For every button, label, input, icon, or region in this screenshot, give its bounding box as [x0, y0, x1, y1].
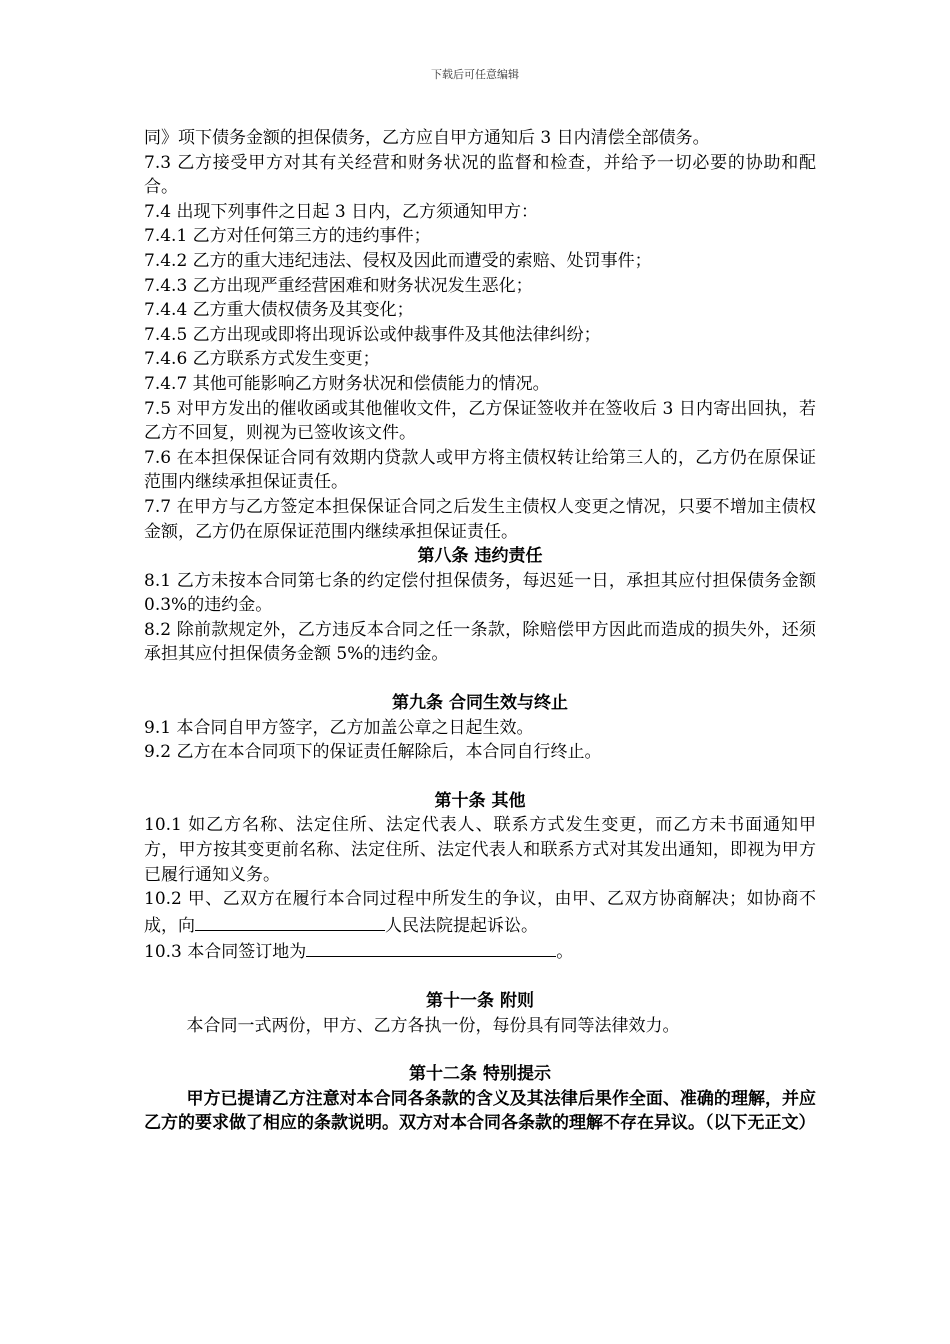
- paragraph-10-2-text: 10.2 甲、乙双方在履行本合同过程中所发生的争议，由甲、乙双方协商解决；如协商不成，向: [144, 889, 816, 936]
- paragraph-10-1: 10.1 如乙方名称、法定住所、法定代表人、联系方式发生变更，而乙方未书面通知甲方，甲方按其变更前名称、法定住所、法定代表人和联系方式对其发出通知，即视为甲方已履行通知义务。: [144, 815, 816, 885]
- signing-place-blank[interactable]: [306, 938, 556, 957]
- article-9-heading: 第九条 合同生效与终止: [392, 693, 568, 714]
- article-8-heading: 第八条 违约责任: [417, 546, 543, 567]
- paragraph-7-4-5: 7.4.5 乙方出现或即将出现诉讼或仲裁事件及其他法律纠纷；: [144, 324, 601, 345]
- page-header: 下载后可任意编辑: [431, 68, 519, 81]
- paragraph-8-1: 8.1 乙方未按本合同第七条的约定偿付担保债务，每迟延一日，承担其应付担保债务金额 0.3%的违约金。: [144, 570, 816, 616]
- paragraph-7-7: 7.7 在甲方与乙方签定本担保保证合同之后发生主债权人变更之情况，只要不增加主债权金额，乙方仍在原保证范围内继续承担保证责任。: [144, 496, 816, 542]
- paragraph-7-4-3: 7.4.3 乙方出现严重经营困难和财务状况发生恶化；: [144, 275, 533, 296]
- paragraph-7-4-1: 7.4.1 乙方对任何第三方的违约事件；: [144, 226, 431, 247]
- contract-body: [144, 126, 816, 1136]
- paragraph-7-4: 7.4 出现下列事件之日起 3 日内，乙方须通知甲方：: [144, 201, 539, 222]
- paragraph-10-2: [144, 887, 816, 938]
- paragraph-12: 甲方已提请乙方注意对本合同各条款的含义及其法律后果作全面、准确的理解，并应乙方的要求做了相应的条款说明。双方对本合同各条款的理解不存在异议。（以下无正文）: [144, 1088, 816, 1134]
- paragraph-7-4-6: 7.4.6 乙方联系方式发生变更；: [144, 349, 380, 370]
- paragraph-11: 本合同一式两份，甲方、乙方各执一份，每份具有同等法律效力。: [186, 1015, 680, 1036]
- article-12-heading: 第十二条 特别提示: [409, 1064, 551, 1085]
- paragraph-10-3: [144, 938, 816, 965]
- paragraph-7-2-continued: 同》项下债务金额的担保债务，乙方应自甲方通知后 3 日内清偿全部债务。: [144, 128, 710, 148]
- paragraph-7-4-7: 7.4.7 其他可能影响乙方财务状况和偿债能力的情况。: [144, 373, 550, 394]
- paragraph-10-2-tail: 人民法院提起诉讼。: [385, 915, 538, 936]
- paragraph-8-2: 8.2 除前款规定外，乙方违反本合同之任一条款，除赔偿甲方因此而造成的损失外，还须承担其应付担保债务金额 5%的违约金。: [144, 619, 816, 665]
- spacer: [144, 765, 816, 789]
- paragraph-7-3: 7.3 乙方接受甲方对其有关经营和财务状况的监督和检查，并给予一切必要的协助和配合。: [144, 152, 816, 198]
- paragraph-7-5: 7.5 对甲方发出的催收函或其他催收文件，乙方保证签收并在签收后 3 日内寄出回执，若乙方不回复，则视为已签收该文件。: [144, 398, 816, 444]
- paragraph-9-2: 9.2 乙方在本合同项下的保证责任解除后，本合同自行终止。: [144, 742, 602, 763]
- spacer: [144, 1038, 816, 1062]
- paragraph-10-3-tail: 。: [556, 942, 574, 963]
- court-name-blank[interactable]: [195, 912, 385, 931]
- paragraph-7-4-2: 7.4.2 乙方的重大违纪违法、侵权及因此而遭受的索赔、处罚事件；: [144, 250, 652, 271]
- paragraph-9-1: 9.1 本合同自甲方签字，乙方加盖公章之日起生效。: [144, 717, 534, 738]
- article-11-heading: 第十一条 附则: [426, 991, 534, 1011]
- spacer: [144, 667, 816, 691]
- spacer: [144, 965, 816, 989]
- paragraph-7-4-4: 7.4.4 乙方重大债权债务及其变化；: [144, 300, 414, 321]
- article-10-heading: 第十条 其他: [434, 790, 526, 811]
- paragraph-7-6: 7.6 在本担保保证合同有效期内贷款人或甲方将主债权转让给第三人的，乙方仍在原保证范围内继续承担保证责任。: [144, 447, 816, 493]
- paragraph-10-3-text: 10.3 本合同签订地为: [144, 942, 307, 963]
